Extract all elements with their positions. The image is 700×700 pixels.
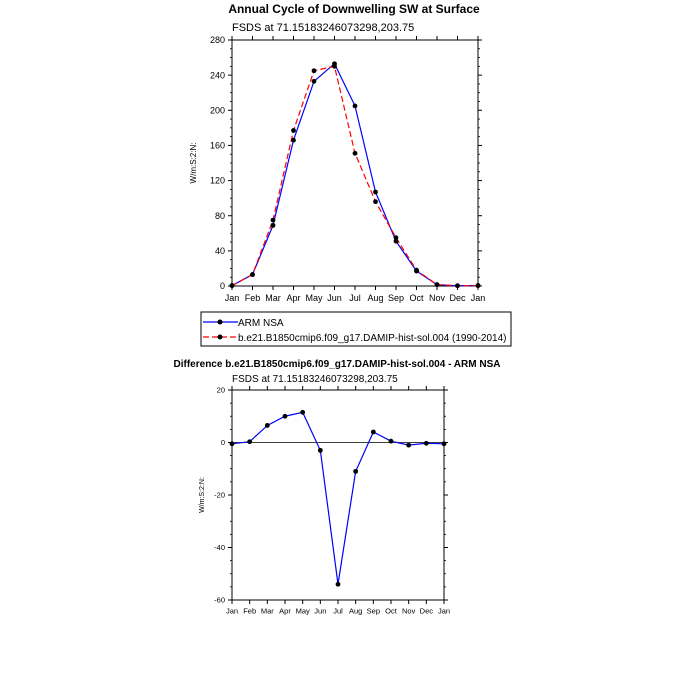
x-tick-label: Jun (314, 606, 327, 616)
chart-subtitle: FSDS at 71.15183246073298,203.75 (232, 374, 398, 385)
x-tick-label: Sep (366, 606, 381, 616)
x-tick-label: Apr (286, 293, 301, 303)
data-point-series-1 (312, 68, 317, 73)
x-tick-label: Nov (428, 293, 446, 303)
y-tick-label: -40 (214, 543, 225, 553)
data-point-series-0 (271, 223, 276, 228)
data-point-series-1 (271, 218, 276, 223)
y-tick-label: 40 (214, 246, 225, 257)
x-tick-label: Apr (279, 606, 291, 616)
data-point-series-0 (442, 441, 447, 446)
data-point-series-1 (353, 151, 358, 156)
data-point-series-0 (406, 443, 411, 448)
y-axis-label: W/m:S:2:N: (189, 142, 198, 184)
x-tick-label: Mar (265, 293, 281, 303)
x-tick-label: Feb (243, 606, 257, 616)
x-tick-label: May (305, 293, 323, 303)
data-point-series-0 (353, 103, 358, 108)
data-point-series-1 (435, 282, 440, 287)
y-tick-label: 0 (220, 438, 225, 448)
legend-marker-model (218, 335, 223, 340)
y-tick-label: 160 (209, 140, 225, 151)
y-tick-label: 20 (216, 385, 225, 395)
data-point-series-0 (230, 441, 235, 446)
y-tick-label: 80 (214, 210, 225, 221)
x-tick-label: Jan (437, 606, 451, 616)
x-tick-label: Feb (244, 293, 261, 303)
data-point-series-0 (318, 448, 323, 453)
data-point-series-1 (373, 199, 378, 204)
data-point-series-0 (291, 138, 296, 143)
data-point-series-0 (424, 441, 429, 446)
data-point-series-0 (371, 430, 376, 435)
x-tick-label: Jan (225, 606, 239, 616)
plot-frame (232, 40, 478, 286)
x-tick-label: Jan (470, 293, 486, 303)
series-layer (230, 410, 447, 587)
x-tick-label: Oct (409, 293, 424, 303)
data-point-series-0 (336, 582, 341, 587)
x-tick-label: Jan (224, 293, 240, 303)
x-tick-label: Jul (349, 293, 361, 303)
data-point-series-1 (332, 64, 337, 69)
legend-marker-arm-nsa (218, 320, 223, 325)
x-tick-label: Dec (449, 293, 466, 303)
y-axis-label: W/m:S:2:N: (199, 477, 206, 513)
data-point-series-0 (283, 414, 288, 419)
data-point-series-0 (353, 469, 358, 474)
data-point-series-1 (476, 283, 481, 288)
data-point-series-0 (265, 423, 270, 428)
chart-title: Annual Cycle of Downwelling SW at Surface (228, 2, 480, 16)
x-tick-label: Mar (260, 606, 274, 616)
x-tick-label: Dec (419, 606, 434, 616)
data-point-series-0 (373, 190, 378, 195)
legend-entry-model (203, 333, 507, 344)
data-point-series-1 (291, 128, 296, 133)
series-line-0 (232, 412, 444, 584)
data-point-series-1 (230, 283, 235, 288)
x-tick-label: Nov (401, 606, 416, 616)
y-tick-label: -60 (214, 595, 225, 605)
data-point-series-1 (394, 235, 399, 240)
data-point-series-0 (312, 79, 317, 84)
legend-label-model: b.e21.B1850cmip6.f09_g17.DAMIP-hist-sol.004 (1990-2014) (238, 333, 507, 344)
legend (201, 312, 511, 346)
series-layer (230, 61, 481, 288)
plot-axes (214, 386, 450, 616)
data-point-series-0 (300, 410, 305, 415)
data-point-series-1 (414, 268, 419, 273)
x-tick-label: Jul (333, 606, 343, 616)
x-tick-label: May (295, 606, 310, 616)
data-point-series-0 (389, 439, 394, 444)
y-tick-label: -20 (214, 490, 225, 500)
data-point-series-1 (250, 272, 255, 277)
x-tick-label: Jun (327, 293, 342, 303)
x-tick-label: Sep (387, 293, 405, 303)
annual-cycle-chart (189, 2, 485, 303)
y-tick-label: 120 (209, 175, 225, 186)
chart-subtitle: FSDS at 71.15183246073298,203.75 (232, 22, 415, 34)
data-point-series-0 (247, 439, 252, 444)
plot-axes (210, 35, 485, 303)
data-point-series-1 (455, 283, 460, 288)
y-tick-label: 280 (209, 35, 225, 46)
series-line-1 (232, 66, 478, 285)
difference-chart (174, 359, 501, 616)
series-line-0 (232, 64, 478, 286)
x-tick-label: Oct (385, 606, 397, 616)
x-tick-label: Aug (348, 606, 363, 616)
legend-label-arm-nsa: ARM NSA (238, 318, 284, 329)
plot-frame (232, 390, 444, 600)
chart-title: Difference b.e21.B1850cmip6.f09_g17.DAMIP-hist-sol.004 - ARM NSA (173, 359, 501, 370)
x-tick-label: Aug (367, 293, 384, 303)
y-tick-label: 240 (209, 70, 225, 81)
y-tick-label: 200 (209, 105, 225, 116)
y-tick-label: 0 (219, 281, 225, 292)
